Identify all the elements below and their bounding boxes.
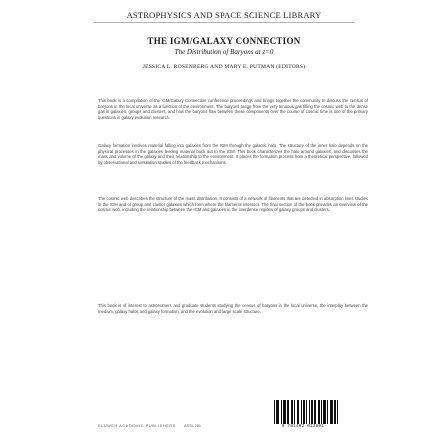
barcode-bar bbox=[334, 400, 335, 424]
barcode-bar bbox=[306, 400, 307, 424]
publisher-name: KLUWER ACADEMIC PUBLISHERS bbox=[98, 424, 176, 428]
abstract-paragraph-4: This book is of interest to astronomers and graduate students studying the census of baryons in the local universe, the interplay between the medium, galaxy halos and galaxy formation, and the evolution and large scale structure. bbox=[98, 303, 368, 314]
abstract-paragraph-1: This book is a compilation of the IGM/Galaxy Connection conference proceedings and brings together the community to discuss the census of baryons in the local universe as a function of the environment. The baryons range from the very tenuous gas filling the cosmic web to the dense gas in galaxies, groups and clusters, and how the baryons flow between these components over the course of cosmic time is one of the primary questions in galaxy evolution research. bbox=[98, 98, 368, 120]
barcode-bar bbox=[309, 400, 310, 424]
abstract-paragraph-2: Galaxy formation involves material falling into galaxies from the IGM through the galactic halo. The structure of the inner halo depends on the physical processes in the galaxies feeding material back out to the IGM. This book characterizes the halo around galaxies, and discusses the mass and volume of the galaxy and their relationship to the environment. It places the formation process from a theoretical perspective, followed by observational and simulation studies of the feedback mechanisms. bbox=[98, 143, 368, 165]
book-title: THE IGM/GALAXY CONNECTION bbox=[147, 36, 301, 46]
title-block bbox=[0, 36, 448, 70]
barcode-bar bbox=[324, 400, 325, 424]
barcode-bar bbox=[301, 400, 302, 424]
abstract-paragraph-3: The cosmic web describes the structure of the mass distribution. It consists of a network of filaments that are detected in absorption lines studies in the IGM and of group and cluster galaxies which form where the filaments intersect. The final section of the book provides an overview of the cosmic web, including the relationship between the IGM and galaxies in the overdense regions of galaxy groups and clusters. bbox=[98, 196, 368, 213]
cover-footer bbox=[98, 400, 368, 434]
barcode-bar bbox=[337, 400, 338, 424]
barcode-bar bbox=[292, 400, 293, 424]
barcode-bar bbox=[319, 400, 320, 424]
series-title: ASTROPHYSICS AND SPACE SCIENCE LIBRARY bbox=[126, 10, 322, 20]
isbn-number: 9 781402 012891 bbox=[281, 425, 325, 429]
book-editors: JESSICA L. ROSENBERG AND MARY E. PUTMAN (EDITORS) bbox=[142, 64, 306, 70]
series-volume: ASSL 281 bbox=[184, 424, 201, 428]
barcode-bar bbox=[321, 400, 322, 424]
barcode-bar bbox=[314, 400, 315, 424]
barcode-bar bbox=[294, 400, 295, 424]
series-divider bbox=[93, 22, 355, 23]
barcode-bar bbox=[327, 400, 328, 424]
barcode-bar bbox=[277, 400, 278, 424]
barcode-bar bbox=[281, 400, 282, 424]
book-subtitle: The Distribution of Baryons at z=0 bbox=[174, 48, 274, 56]
barcode-bar bbox=[287, 400, 288, 424]
barcode-icon bbox=[274, 400, 332, 424]
barcode-bar bbox=[285, 400, 286, 424]
barcode-bar bbox=[298, 400, 299, 424]
isbn-barcode bbox=[272, 400, 334, 430]
barcode-bar bbox=[312, 400, 313, 424]
barcode-bar bbox=[332, 400, 333, 424]
barcode-bar bbox=[274, 400, 275, 424]
